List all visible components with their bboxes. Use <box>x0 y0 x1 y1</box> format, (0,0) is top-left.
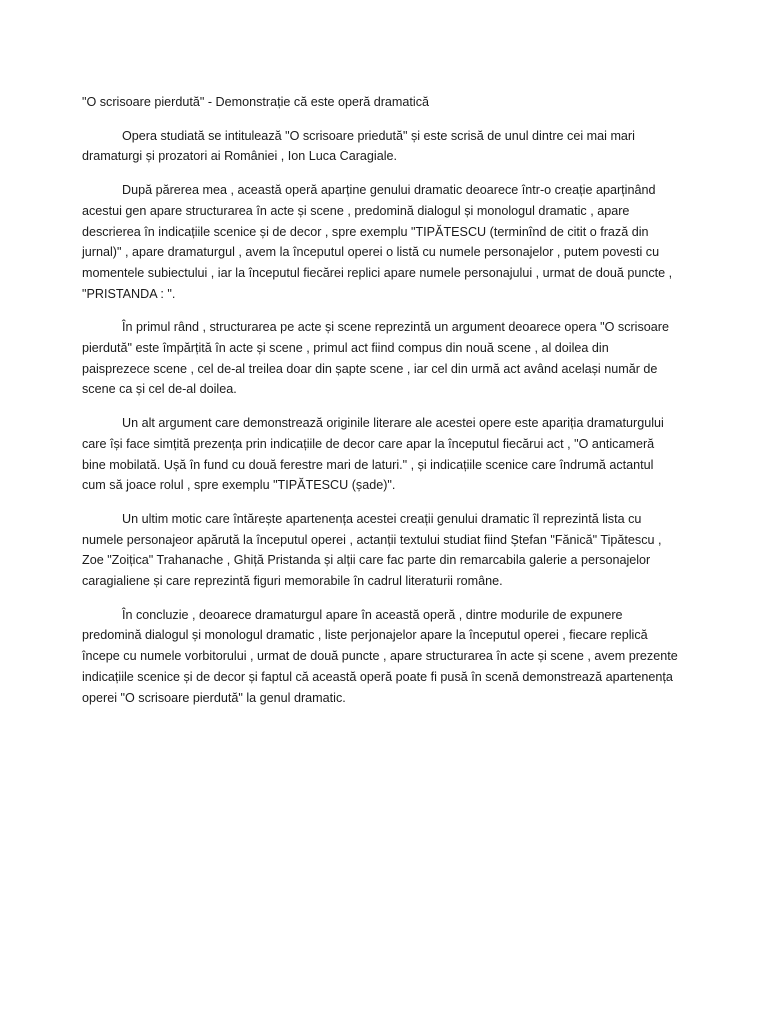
document-body <box>82 92 680 721</box>
document-title: "O scrisoare pierdută" - Demonstrație că este operă dramatică <box>82 95 430 109</box>
paragraph-intro: Opera studiată se intitulează "O scrisoare priedută" și este scrisă de unul dintre cei mai mari dramaturgi și prozatori ai României , Ion Luca Caragiale. <box>82 128 635 164</box>
paragraph-argument-dramatist: Un alt argument care demonstrează originile literare ale acestei opere este apariția dramaturgului care își face simțită prezența prin indicațiile de decor care apar la începutul fiecărui act , "O anticameră bine mobilată. Ușă în fund cu două ferestre mari de laturi." , și indicațiile scenice care îndrumă actantul cum să joace rolul , spre exemplu "TIPĂTESCU (șade)". <box>82 416 664 493</box>
paragraph-conclusion: În concluzie , deoarece dramaturgul apare în această operă , dintre modurile de expunere predomină dialogul și monologul dramatic , liste perjonajelor apare la începutul operei , fiecare replică începe cu numele vorbitorului , urmat de două puncte , apare structurarea în acte și scene , avem prezente indicațiile scenice și de decor și faptul că această operă poate fi pusă în scenă demonstrează apartenența operei "O scrisoare pierdută" la genul dramatic. <box>82 607 678 705</box>
paragraph-argument-characters: Un ultim motic care întărește apartenența acestei creații genului dramatic îl reprezintă lista cu numele personajeor apărută la începutul operei , actanții textului studiat fiind Ștefan "Fănică" Tipătescu , Zoe "Zoițica" Trahanache , Ghiță Pristanda și alții care fac parte din remarcabila galerie a personajelor caragialiene și care reprezintă figuri memorabile în cadrul literaturii române. <box>82 511 662 589</box>
paragraph-opinion: După părerea mea , această operă aparține genului dramatic deoarece într-o creație aparținând acestui gen apare structurarea în acte și scene , predomină dialogul și monologul dramatic , apare descrierea în indicațiile scenice și de decor , spre exemplu "TIPĂTESCU (terminînd de citit o frază din jurnal)" , apare dramaturgul , avem la începutul operei o listă cu numele personajelor , putem povesti cu momentele subiectului , iar la începutul fiecărei replici apare numele personajului , urmat de două puncte , "PRISTANDA : ". <box>82 183 673 301</box>
paragraph-argument-acts: În primul rând , structurarea pe acte și scene reprezintă un argument deoarece opera "O scrisoare pierdută" este împărțită în acte și scene , primul act fiind compus din nouă scene , al doilea din paisprezece scene , cel de-al treilea doar din șapte scene , iar cel din urmă act având același număr de scene ca și cel de-al doilea. <box>82 320 669 397</box>
